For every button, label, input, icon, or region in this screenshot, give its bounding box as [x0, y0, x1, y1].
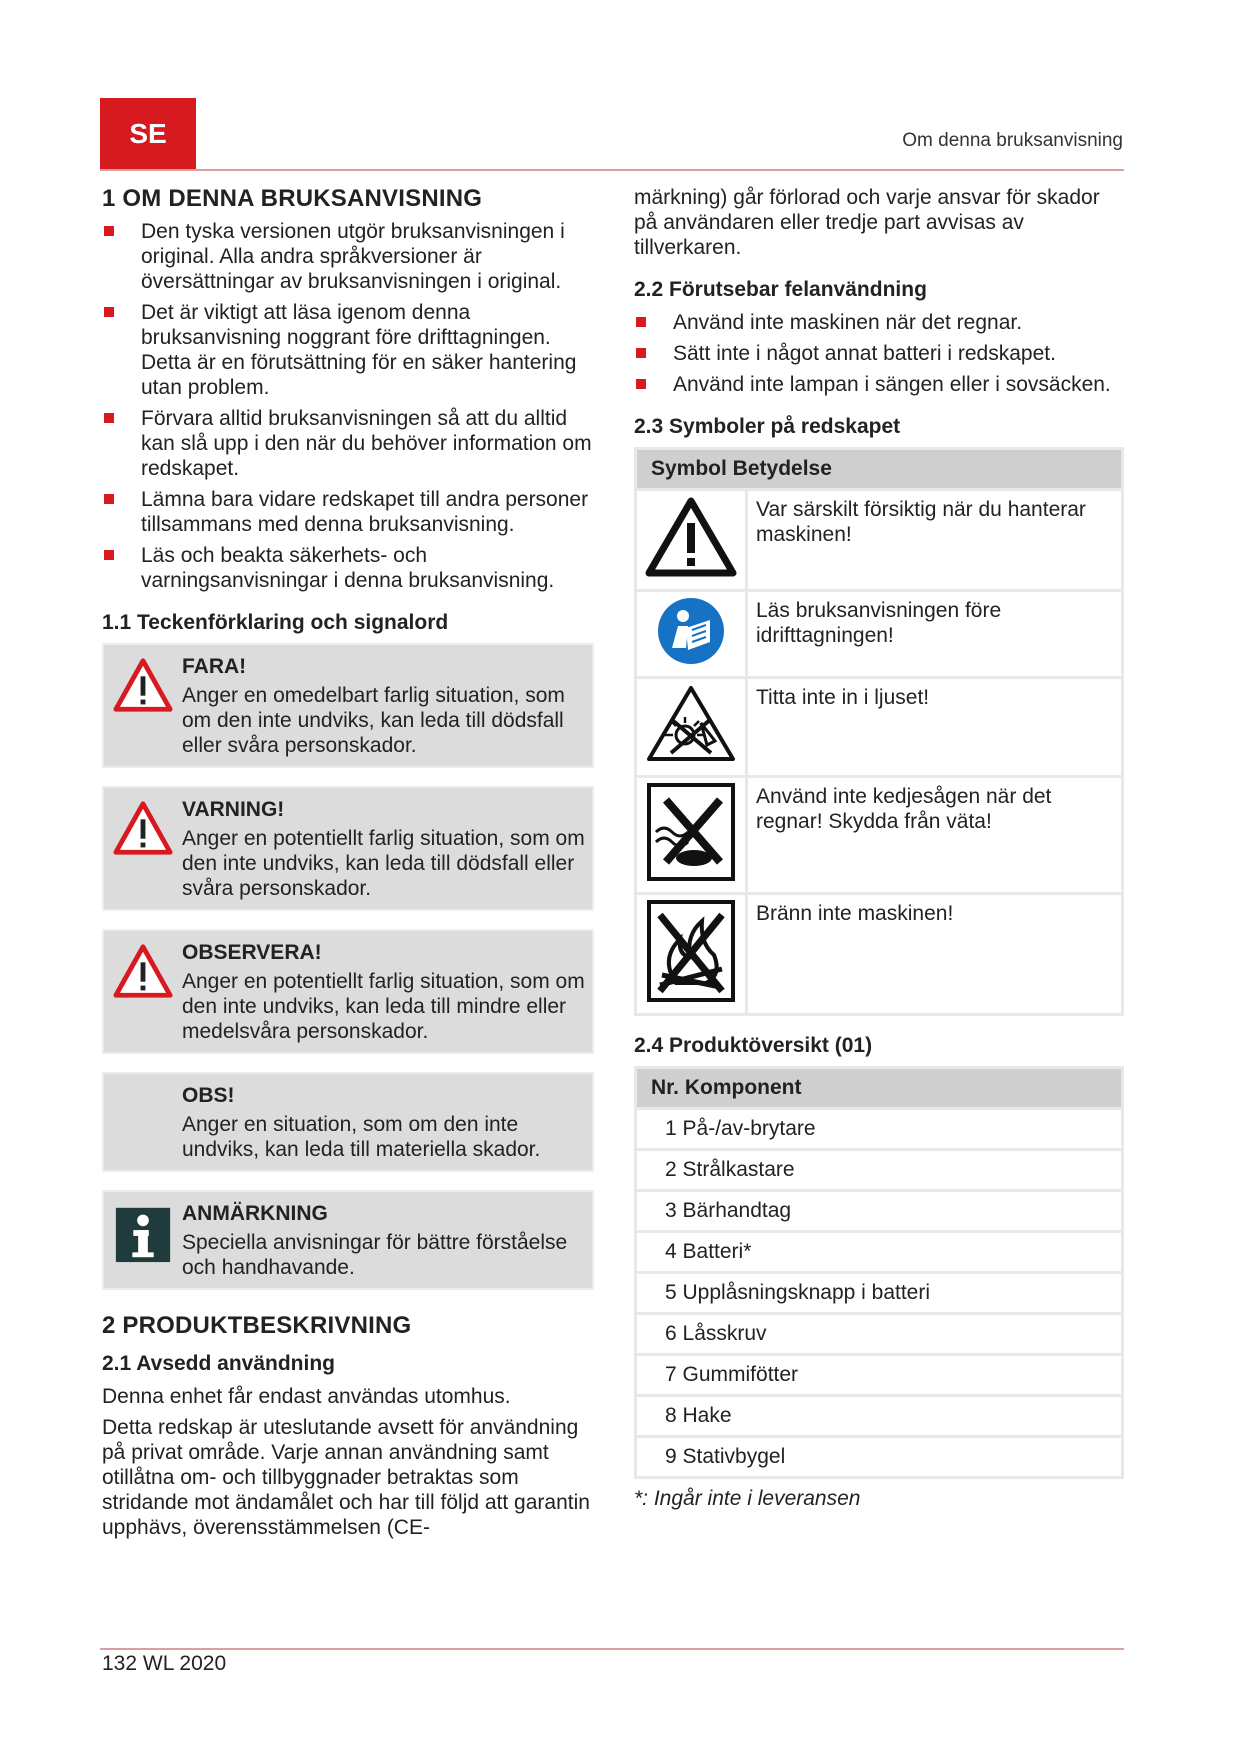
notice-danger — [102, 643, 594, 768]
paragraph: Denna enhet får endast användas utomhus. — [102, 1385, 511, 1408]
warning-triangle-icon — [112, 798, 174, 860]
notice-text: Anger en omedelbart farlig situation, som om den inte undviks, kan leda till dödsfall eller svåra personskador. — [182, 684, 565, 757]
section-1-bullets — [102, 219, 594, 593]
table-header: Nr. Komponent — [636, 1068, 1123, 1109]
table-row: Titta inte in i ljuset! — [636, 678, 1123, 777]
bullet-square-icon — [636, 317, 646, 327]
section-2-4-heading: 2.4 Produktöversikt (01) — [634, 1034, 873, 1057]
section-1-heading: 1 OM DENNA BRUKSANVISNING — [102, 185, 483, 212]
language-tab: SE — [100, 98, 196, 170]
notice-obs — [102, 1072, 594, 1172]
symbols-table — [634, 447, 1124, 1016]
caution-triangle-icon — [645, 495, 737, 579]
bullet-square-icon — [104, 226, 114, 236]
bullet-square-icon — [636, 379, 646, 389]
right-column — [634, 185, 1124, 1511]
info-icon — [112, 1202, 174, 1264]
table-row: 2 Strålkastare — [636, 1150, 1123, 1191]
header-rule — [100, 169, 1124, 171]
section-2-heading: 2 PRODUKTBESKRIVNING — [102, 1312, 412, 1339]
table-row: 3 Bärhandtag — [636, 1191, 1123, 1232]
section-2-3-heading: 2.3 Symboler på redskapet — [634, 415, 901, 438]
list-item: Förvara alltid bruksanvisningen så att du alltid kan slå upp i den när du behöver information om redskapet. — [102, 406, 594, 481]
table-row: 8 Hake — [636, 1396, 1123, 1437]
section-2-1-heading: 2.1 Avsedd användning — [102, 1352, 335, 1375]
no-looking-into-light-icon — [645, 683, 737, 765]
left-column — [102, 185, 594, 1546]
list-item: Lämna bara vidare redskapet till andra personer tillsammans med denna bruksanvisning. — [102, 487, 594, 537]
section-1-1-heading: 1.1 Teckenförklaring och signalord — [102, 611, 449, 634]
paragraph: Detta redskap är uteslutande avsett för användning på privat område. Varje annan användning samt otillåtna om- och tillbyggnader betraktas som stridande mot ändamålet och har till följd att garantin upphävs, överensstämmelsen (CE- — [102, 1416, 590, 1539]
bullet-square-icon — [104, 494, 114, 504]
notice-title: VARNING! — [182, 798, 285, 821]
list-item: Läs och beakta säkerhets- och varningsanvisningar i denna bruksanvisning. — [102, 543, 594, 593]
notice-warning — [102, 786, 594, 911]
table-row: 1 På-/av-brytare — [636, 1109, 1123, 1150]
notice-remark — [102, 1190, 594, 1290]
no-burning-icon — [646, 899, 736, 1003]
list-item: Använd inte maskinen när det regnar. — [634, 310, 1124, 335]
warning-triangle-icon — [112, 941, 174, 1003]
table-row: 6 Låsskruv — [636, 1314, 1123, 1355]
table-row: 4 Batteri* — [636, 1232, 1123, 1273]
list-item: Använd inte lampan i sängen eller i sovsäcken. — [634, 372, 1124, 397]
notice-text: Speciella anvisningar för bättre förståelse och handhavande. — [182, 1231, 568, 1279]
table-row: Var särskilt försiktig när du hanterar maskinen! — [636, 490, 1123, 591]
notice-title: FARA! — [182, 655, 247, 678]
page-footer: 132 WL 2020 — [102, 1652, 227, 1675]
table-row: Läs bruksanvisningen före idrifttagningen! — [636, 591, 1123, 678]
table-row: Bränn inte maskinen! — [636, 894, 1123, 1015]
list-item: Sätt inte i något annat batteri i redskapet. — [634, 341, 1124, 366]
section-2-2-bullets — [634, 310, 1124, 397]
notice-text: Anger en potentiellt farlig situation, som om den inte undviks, kan leda till dödsfall eller svåra personskador. — [182, 827, 585, 900]
notice-title: OBS! — [182, 1084, 235, 1107]
notice-title: OBSERVERA! — [182, 941, 322, 964]
warning-triangle-icon — [112, 655, 174, 717]
paragraph-continuation: märkning) går förlorad och varje ansvar för skador på användaren eller tredje part avvisas av tillverkaren. — [634, 186, 1100, 259]
notice-text: Anger en situation, som om den inte undviks, kan leda till materiella skador. — [182, 1113, 541, 1161]
table-header: Symbol Betydelse — [636, 449, 1123, 490]
footer-rule — [100, 1648, 1124, 1650]
table-row: 7 Gummifötter — [636, 1355, 1123, 1396]
bullet-square-icon — [104, 550, 114, 560]
notice-caution — [102, 929, 594, 1054]
bullet-square-icon — [636, 348, 646, 358]
bullet-square-icon — [104, 413, 114, 423]
running-header: Om denna bruksanvisning — [902, 130, 1123, 151]
no-rain-icon — [646, 782, 736, 882]
table-row: 9 Stativbygel — [636, 1437, 1123, 1478]
section-2-2-heading: 2.2 Förutsebar felanvändning — [634, 278, 927, 301]
read-manual-icon — [656, 596, 726, 666]
list-item: Det är viktigt att läsa igenom denna bruksanvisning noggrant före drifttagningen. Detta är en förutsättning för en säker hantering utan problem. — [102, 300, 594, 400]
footnote: *: Ingår inte i leveransen — [634, 1487, 861, 1510]
components-table — [634, 1066, 1124, 1479]
list-item: Den tyska versionen utgör bruksanvisningen i original. Alla andra språkversioner är översättningar av bruksanvisningen i original. — [102, 219, 594, 294]
notice-title: ANMÄRKNING — [182, 1202, 328, 1225]
table-row: 5 Upplåsningsknapp i batteri — [636, 1273, 1123, 1314]
notice-text: Anger en potentiellt farlig situation, som om den inte undviks, kan leda till mindre eller medelsvåra personskador. — [182, 970, 585, 1043]
bullet-square-icon — [104, 307, 114, 317]
table-row: Använd inte kedjesågen när det regnar! Skydda från väta! — [636, 777, 1123, 894]
